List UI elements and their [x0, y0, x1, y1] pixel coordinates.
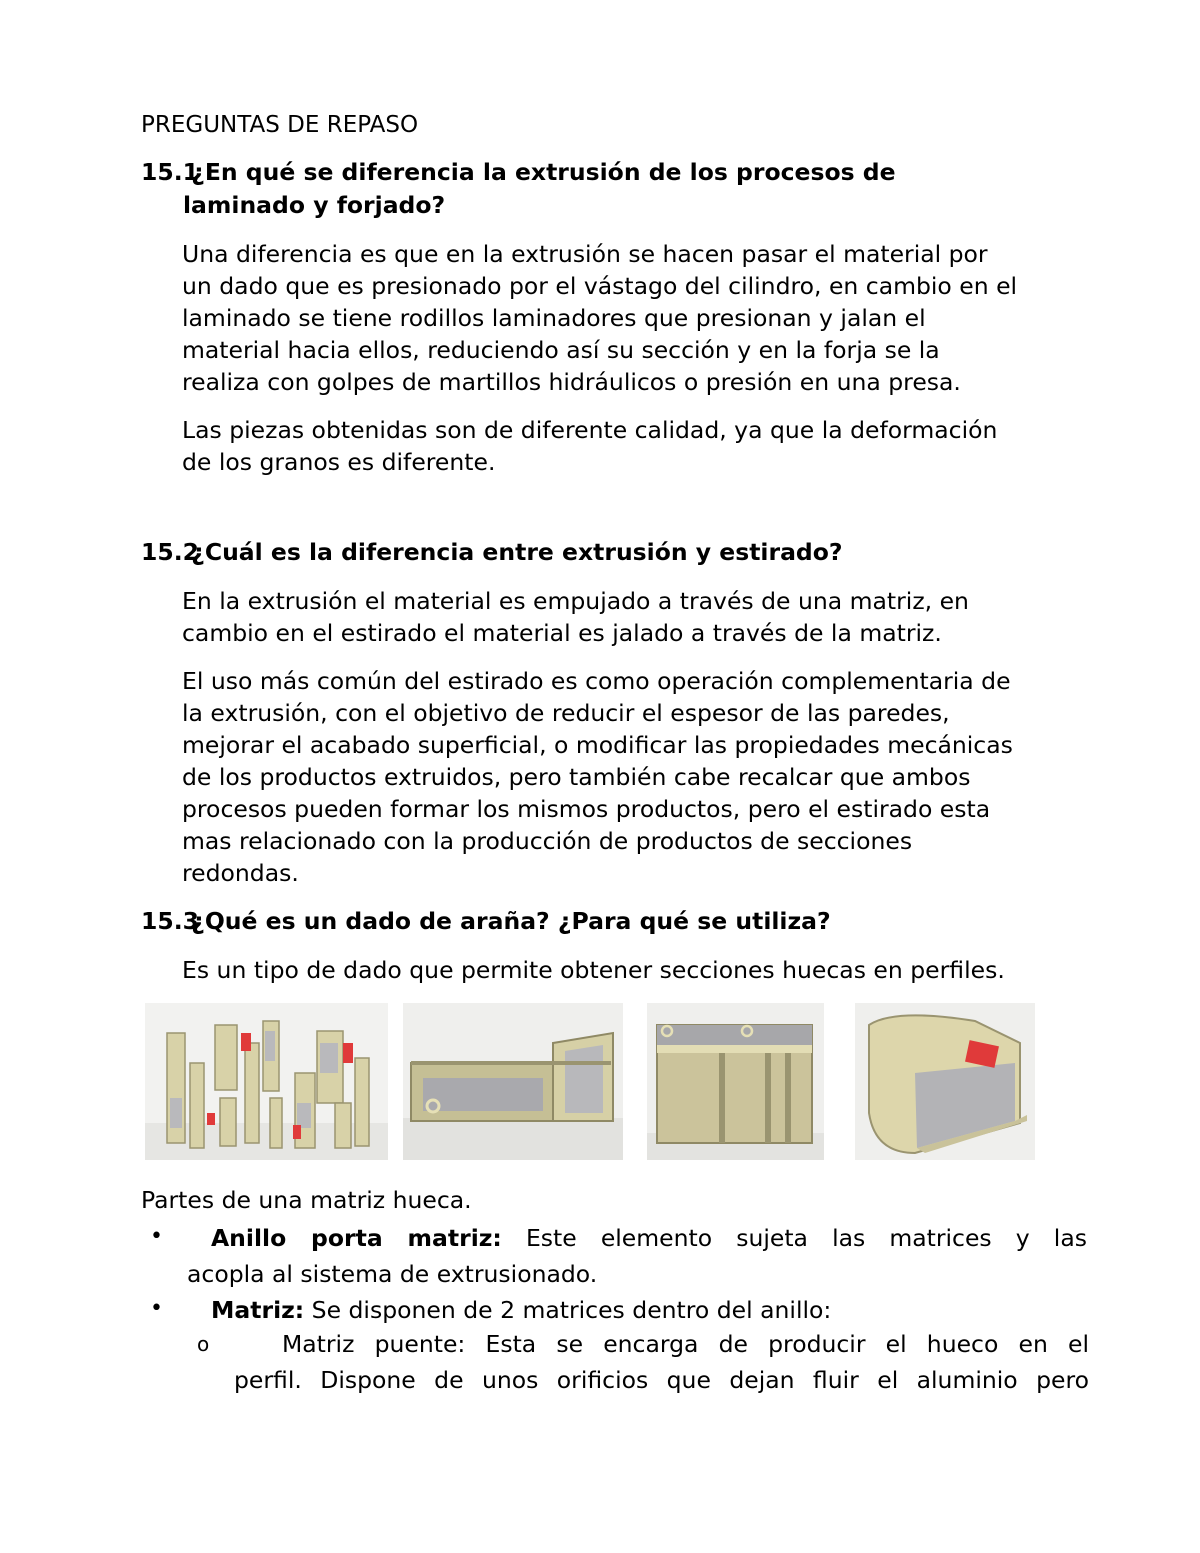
list-item-anillo — [187, 1220, 1087, 1292]
answer-line: material hacia ellos, reduciendo así su sección y en la forja se la — [182, 336, 940, 364]
hollow-profile-rounded-image — [855, 1003, 1035, 1160]
answer-line: redondas. — [182, 859, 299, 887]
sub-list-item-line2: perfil. Dispone de unos orificios que dejan fluir el aluminio pero — [234, 1366, 1089, 1394]
question-15-3 — [141, 905, 1101, 938]
sub-list-item-matriz-puente — [234, 1326, 1089, 1398]
answer-line: El uso más común del estirado es como operación complementaria de — [182, 667, 1011, 695]
aluminum-profiles-group-image — [145, 1003, 388, 1160]
list-item-term: Matriz: — [211, 1296, 305, 1324]
question-15-1 — [141, 156, 1101, 222]
question-text-line1: ¿En qué se diferencia la extrusión de los procesos de — [191, 158, 896, 186]
question-text: ¿Qué es un dado de araña? ¿Para qué se utiliza? — [191, 907, 831, 935]
list-item-matriz — [211, 1292, 1091, 1328]
answer-15-2-paragraph-1 — [182, 585, 1097, 649]
sub-list-item-line1: Matriz puente: Esta se encarga de producir el hueco en el — [282, 1330, 1089, 1358]
question-text: ¿Cuál es la diferencia entre extrusión y estirado? — [191, 538, 843, 566]
answer-line: Una diferencia es que en la extrusión se hacen pasar el material por — [182, 240, 988, 268]
bullet-marker: • — [150, 1296, 163, 1321]
answer-line: de los productos extruidos, pero también cabe recalcar que ambos — [182, 763, 971, 791]
list-item-text: Este elemento sujeta las matrices y las — [501, 1224, 1087, 1252]
list-item-text: Se disponen de 2 matrices dentro del anillo: — [304, 1296, 832, 1324]
hollow-profile-front-image — [647, 1003, 824, 1160]
answer-line: laminado se tiene rodillos laminadores que presionan y jalan el — [182, 304, 926, 332]
answer-line: procesos pueden formar los mismos productos, pero el estirado esta — [182, 795, 991, 823]
question-text-line2: laminado y forjado? — [183, 191, 446, 219]
question-number: 15.1 — [141, 158, 199, 186]
answer-line: cambio en el estirado el material es jalado a través de la matriz. — [182, 619, 942, 647]
answer-15-2-paragraph-2 — [182, 665, 1097, 889]
answer-line: la extrusión, con el objetivo de reducir el espesor de las paredes, — [182, 699, 950, 727]
photo-strip — [0, 1003, 1200, 1163]
answer-line: realiza con golpes de martillos hidráulicos o presión en una presa. — [182, 368, 961, 396]
hollow-profile-open-side-image — [403, 1003, 623, 1160]
list-item-text-line2: acopla al sistema de extrusionado. — [187, 1260, 598, 1288]
answer-line: un dado que es presionado por el vástago del cilindro, en cambio en el — [182, 272, 1018, 300]
answer-line: mas relacionado con la producción de productos de secciones — [182, 827, 913, 855]
bullet-marker: • — [150, 1224, 163, 1249]
page-title: PREGUNTAS DE REPASO — [141, 112, 419, 138]
answer-line: En la extrusión el material es empujado a través de una matriz, en — [182, 587, 969, 615]
answer-15-1-paragraph-1 — [182, 238, 1097, 398]
answer-15-1-paragraph-2 — [182, 414, 1097, 478]
answer-line: de los granos es diferente. — [182, 448, 496, 476]
answer-line: mejorar el acabado superficial, o modificar las propiedades mecánicas — [182, 731, 1013, 759]
question-number: 15.3 — [141, 907, 199, 935]
question-15-2 — [141, 536, 1101, 569]
answer-line: Las piezas obtenidas son de diferente calidad, ya que la deformación — [182, 416, 998, 444]
answer-15-3: Es un tipo de dado que permite obtener secciones huecas en perfiles. — [182, 956, 1005, 984]
question-number: 15.2 — [141, 538, 199, 566]
list-item-term: Anillo porta matriz: — [211, 1224, 502, 1252]
sub-bullet-marker: o — [197, 1332, 210, 1356]
parts-title: Partes de una matriz hueca. — [141, 1186, 472, 1214]
